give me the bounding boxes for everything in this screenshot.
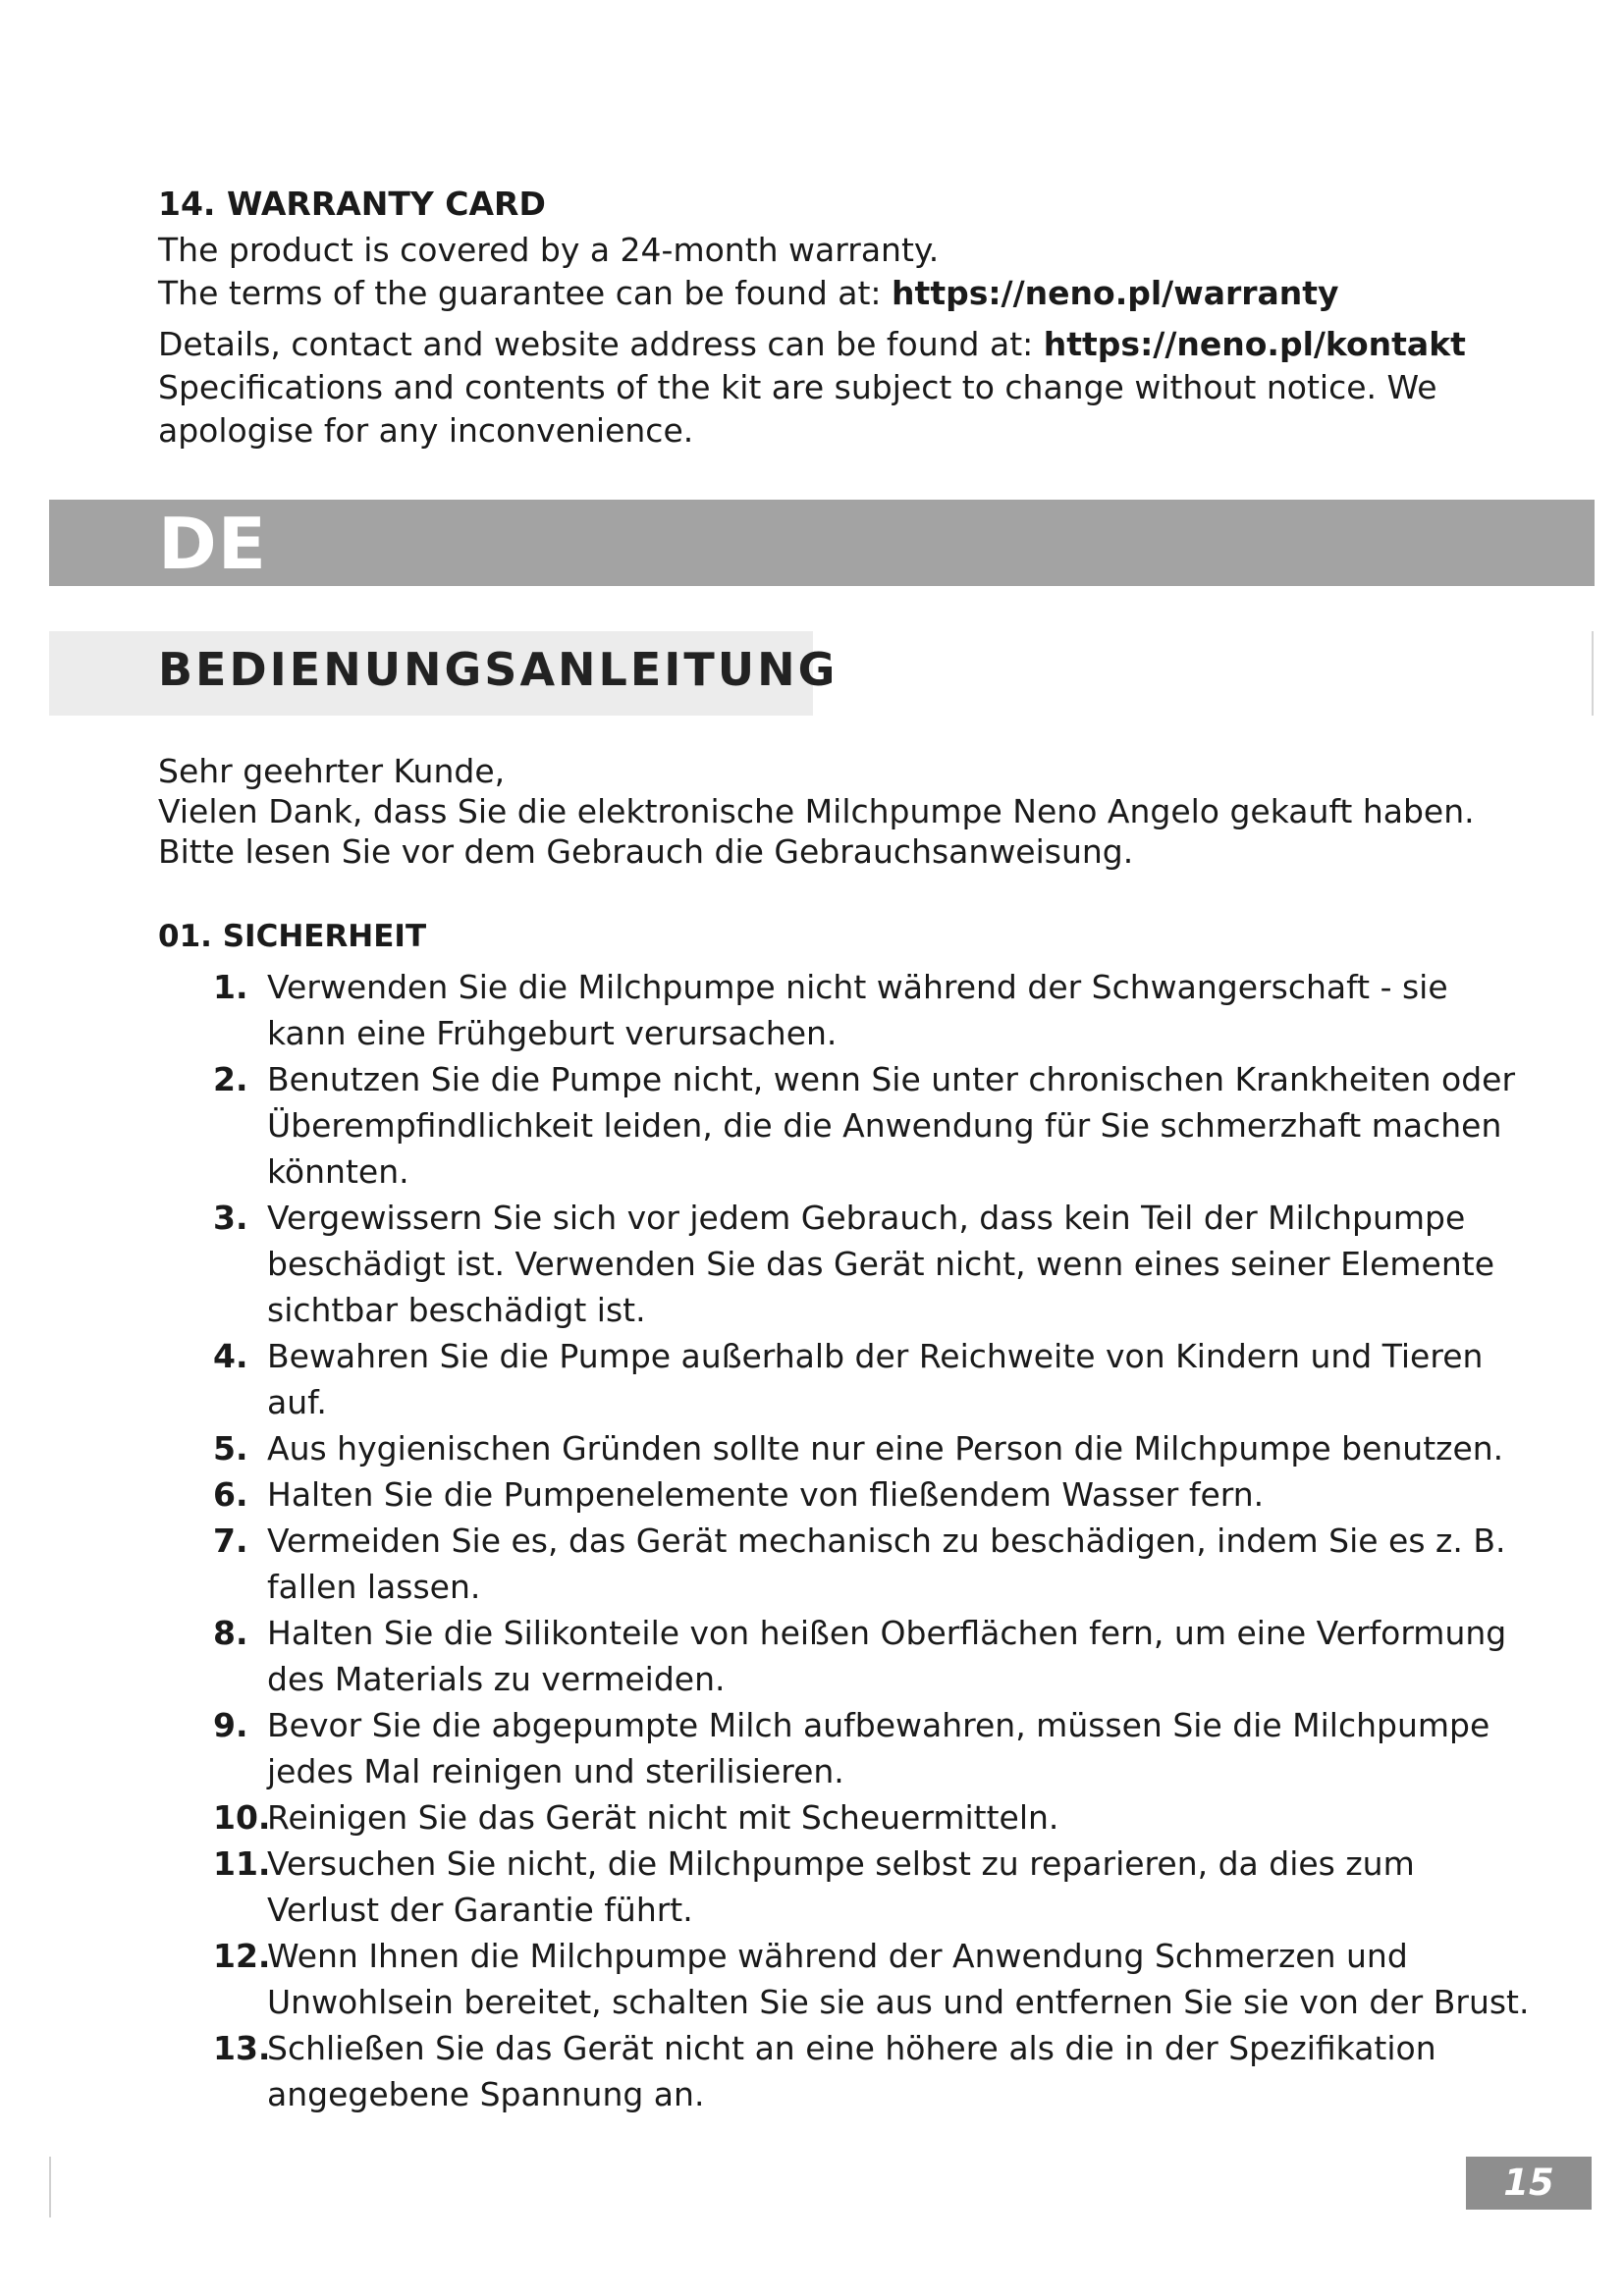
- warranty-contact-text: Details, contact and website address can be found at:: [158, 325, 1044, 363]
- item-text: Halten Sie die Silikonteile von heißen Oberflächen fern, um eine Verformung des Materials zu vermeiden.: [267, 1614, 1507, 1698]
- language-banner: [49, 500, 1595, 586]
- page-number: 15: [1466, 2157, 1592, 2210]
- warranty-line-2: [158, 272, 1493, 315]
- intro-section: [158, 751, 1513, 872]
- list-item: [158, 1056, 1533, 1195]
- item-text: Bevor Sie die abgepumpte Milch aufbewahren, müssen Sie die Milchpumpe jedes Mal reinigen und sterilisieren.: [267, 1706, 1490, 1790]
- item-number: 7.: [213, 1522, 248, 1560]
- item-number: 6.: [213, 1475, 248, 1514]
- list-item: [158, 1610, 1533, 1702]
- item-number: 1.: [213, 968, 248, 1006]
- list-item: [158, 964, 1533, 1056]
- list-item: [158, 1425, 1533, 1471]
- list-item: [158, 1933, 1533, 2025]
- item-number: 12.: [213, 1937, 271, 1975]
- warranty-line-4: Specifications and contents of the kit are subject to change without notice. We apologise for any inconvenience.: [158, 368, 1437, 450]
- item-text: Benutzen Sie die Pumpe nicht, wenn Sie unter chronischen Krankheiten oder Überempfindlichkeit leiden, die die Anwendung für Sie schmerzhaft machen könnten.: [267, 1060, 1516, 1191]
- warranty-line-1: The product is covered by a 24-month warranty.: [158, 231, 940, 269]
- item-text: Bewahren Sie die Pumpe außerhalb der Reichweite von Kindern und Tieren auf.: [267, 1337, 1484, 1421]
- list-item: [158, 1794, 1533, 1841]
- safety-section: [158, 919, 1533, 2117]
- item-number: 10.: [213, 1798, 271, 1837]
- warranty-section: [158, 185, 1493, 453]
- item-text: Halten Sie die Pumpenelemente von fließendem Wasser fern.: [267, 1475, 1265, 1514]
- list-item: [158, 1471, 1533, 1518]
- item-text: Vermeiden Sie es, das Gerät mechanisch zu beschädigen, indem Sie es z. B. fallen lassen.: [267, 1522, 1506, 1606]
- list-item: [158, 1841, 1533, 1933]
- warranty-line-3: [158, 323, 1493, 366]
- item-text: Vergewissern Sie sich vor jedem Gebrauch, dass kein Teil der Milchpumpe beschädigt ist. Verwenden Sie das Gerät nicht, wenn eines seiner Elemente sichtbar beschädigt ist.: [267, 1199, 1495, 1329]
- item-number: 2.: [213, 1060, 248, 1098]
- item-number: 4.: [213, 1337, 248, 1375]
- item-number: 5.: [213, 1429, 248, 1468]
- list-item: [158, 1518, 1533, 1610]
- intro-greeting: Sehr geehrter Kunde,: [158, 752, 506, 790]
- item-number: 13.: [213, 2029, 271, 2067]
- item-text: Versuchen Sie nicht, die Milchpumpe selbst zu reparieren, da dies zum Verlust der Garantie führt.: [267, 1844, 1415, 1929]
- safety-heading: 01. SICHERHEIT: [158, 919, 427, 954]
- warranty-terms-text: The terms of the guarantee can be found at:: [158, 274, 893, 312]
- warranty-terms-link[interactable]: https://neno.pl/warranty: [892, 274, 1339, 312]
- intro-read: Bitte lesen Sie vor dem Gebrauch die Gebrauchsanweisung.: [158, 832, 1134, 871]
- list-item: [158, 1333, 1533, 1425]
- item-number: 11.: [213, 1844, 271, 1883]
- item-number: 9.: [213, 1706, 248, 1744]
- manual-title: BEDIENUNGSANLEITUNG: [158, 643, 839, 696]
- list-item: [158, 2025, 1533, 2117]
- manual-title-banner: [49, 631, 839, 716]
- warranty-contact-link[interactable]: https://neno.pl/kontakt: [1043, 325, 1466, 363]
- safety-list: [158, 964, 1533, 2117]
- right-divider: [1592, 631, 1594, 716]
- item-text: Wenn Ihnen die Milchpumpe während der Anwendung Schmerzen und Unwohlsein bereitet, schalten Sie sie aus und entfernen Sie sie von der Brust.: [267, 1937, 1530, 2021]
- left-divider: [49, 2157, 51, 2217]
- item-number: 3.: [213, 1199, 248, 1237]
- intro-thanks: Vielen Dank, dass Sie die elektronische Milchpumpe Neno Angelo gekauft haben.: [158, 792, 1475, 830]
- item-text: Verwenden Sie die Milchpumpe nicht während der Schwangerschaft - sie kann eine Frühgeburt verursachen.: [267, 968, 1448, 1052]
- language-label: DE: [158, 503, 267, 585]
- item-text: Schließen Sie das Gerät nicht an eine höhere als die in der Spezifikation angegebene Spannung an.: [267, 2029, 1436, 2113]
- item-text: Aus hygienischen Gründen sollte nur eine Person die Milchpumpe benutzen.: [267, 1429, 1504, 1468]
- item-number: 8.: [213, 1614, 248, 1652]
- item-text: Reinigen Sie das Gerät nicht mit Scheuermitteln.: [267, 1798, 1059, 1837]
- list-item: [158, 1702, 1533, 1794]
- warranty-heading: 14. WARRANTY CARD: [158, 185, 546, 223]
- list-item: [158, 1195, 1533, 1333]
